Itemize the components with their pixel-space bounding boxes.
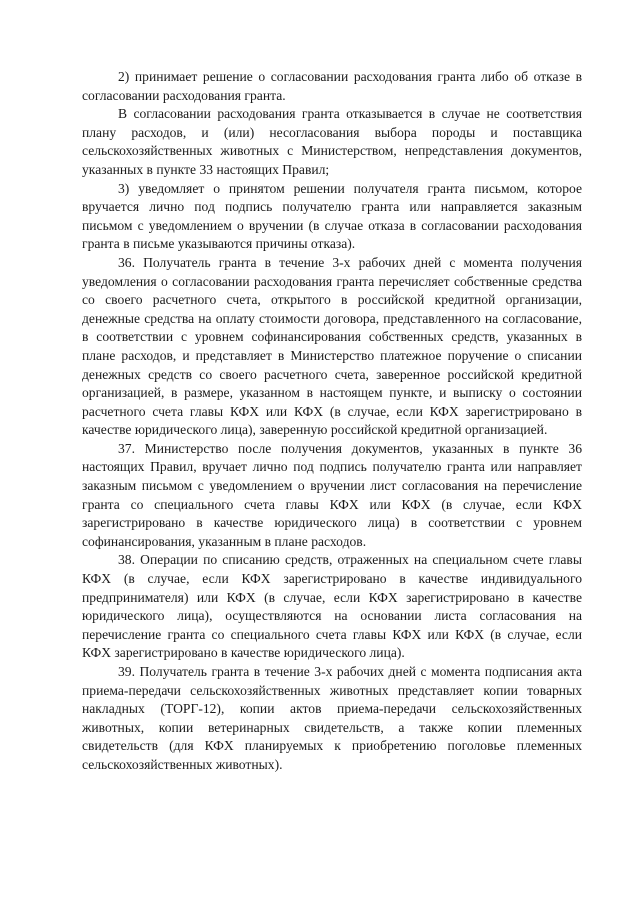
paragraph-refusal-conditions: В согласовании расходования гранта отказывается в случае не соответствия плану расходов, и (или) несогласования выбора породы и поставщика сельскохозяйственных животных с Министерством, непредставления документов, указанных в пункте 33 настоящих Правил; (82, 106, 582, 177)
paragraph-item-37: 37. Министерство после получения документов, указанных в пункте 36 настоящих Правил, вручает лично под подпись получателю гранта или направляет заказным письмом с уведомлением о вручении лист согласования на перечисление гранта со специального счета главы КФХ или КФХ (в случае, если КФХ зарегистрировано в качестве юридического лица) в соответствии с уровнем софинансирования, указанным в плане расходов. (82, 440, 582, 549)
paragraph-item-39: 39. Получатель гранта в течение 3-х рабочих дней с момента подписания акта приема-передачи сельскохозяйственных животных представляет копии товарных накладных (ТОРГ-12), копии актов приема-передачи сельскохозяйственных животных, копии ветеринарных свидетельств, а также копии племенных свидетельств (для КФХ планируемых к приобретению поголовье племенных сельскохозяйственных животных). (82, 664, 582, 772)
paragraph-item-36: 36. Получатель гранта в течение 3-х рабочих дней с момента получения уведомления о согласовании расходования гранта перечисляет собственные средства со своего расчетного счета, открытого в российской кредитной организации, денежные средства на оплату стоимости договора, представленного на согласование, в соответствии с уровнем софинансирования собственных средств, указанных в плане расходов, и представляет в Министерство платежное поручение о списании денежных средств со своего расчетного счета, заверенное российской кредитной организацией, в размере, указанном в настоящем пункте, и выписку о состоянии расчетного счета главы КФХ или КФХ (в случае, если КФХ зарегистрировано в качестве юридического лица), заверенную российской кредитной организацией. (82, 254, 582, 438)
paragraph-decision: 2) принимает решение о согласовании расходования гранта либо об отказе в согласовании расходования гранта. (82, 69, 582, 103)
paragraph-notification: 3) уведомляет о принятом решении получателя гранта письмом, которое вручается лично под подпись получателю гранта или направляется заказным письмом с уведомлением о вручении (в случае отказа в согласовании расходования гранта в письме указываются причины отказа). (82, 180, 582, 252)
paragraph-item-38: 38. Операции по списанию средств, отраженных на специальном счете главы КФХ (в случае, если КФХ зарегистрировано в качестве индивидуального предпринимателя) или КФХ (в случае, если КФХ зарегистрировано в качестве юридического лица), осуществляются на основании листа согласования на перечисление гранта со специального счета главы КФХ или КФХ (в случае, если КФХ зарегистрировано в качестве юридического лица). (82, 552, 582, 661)
